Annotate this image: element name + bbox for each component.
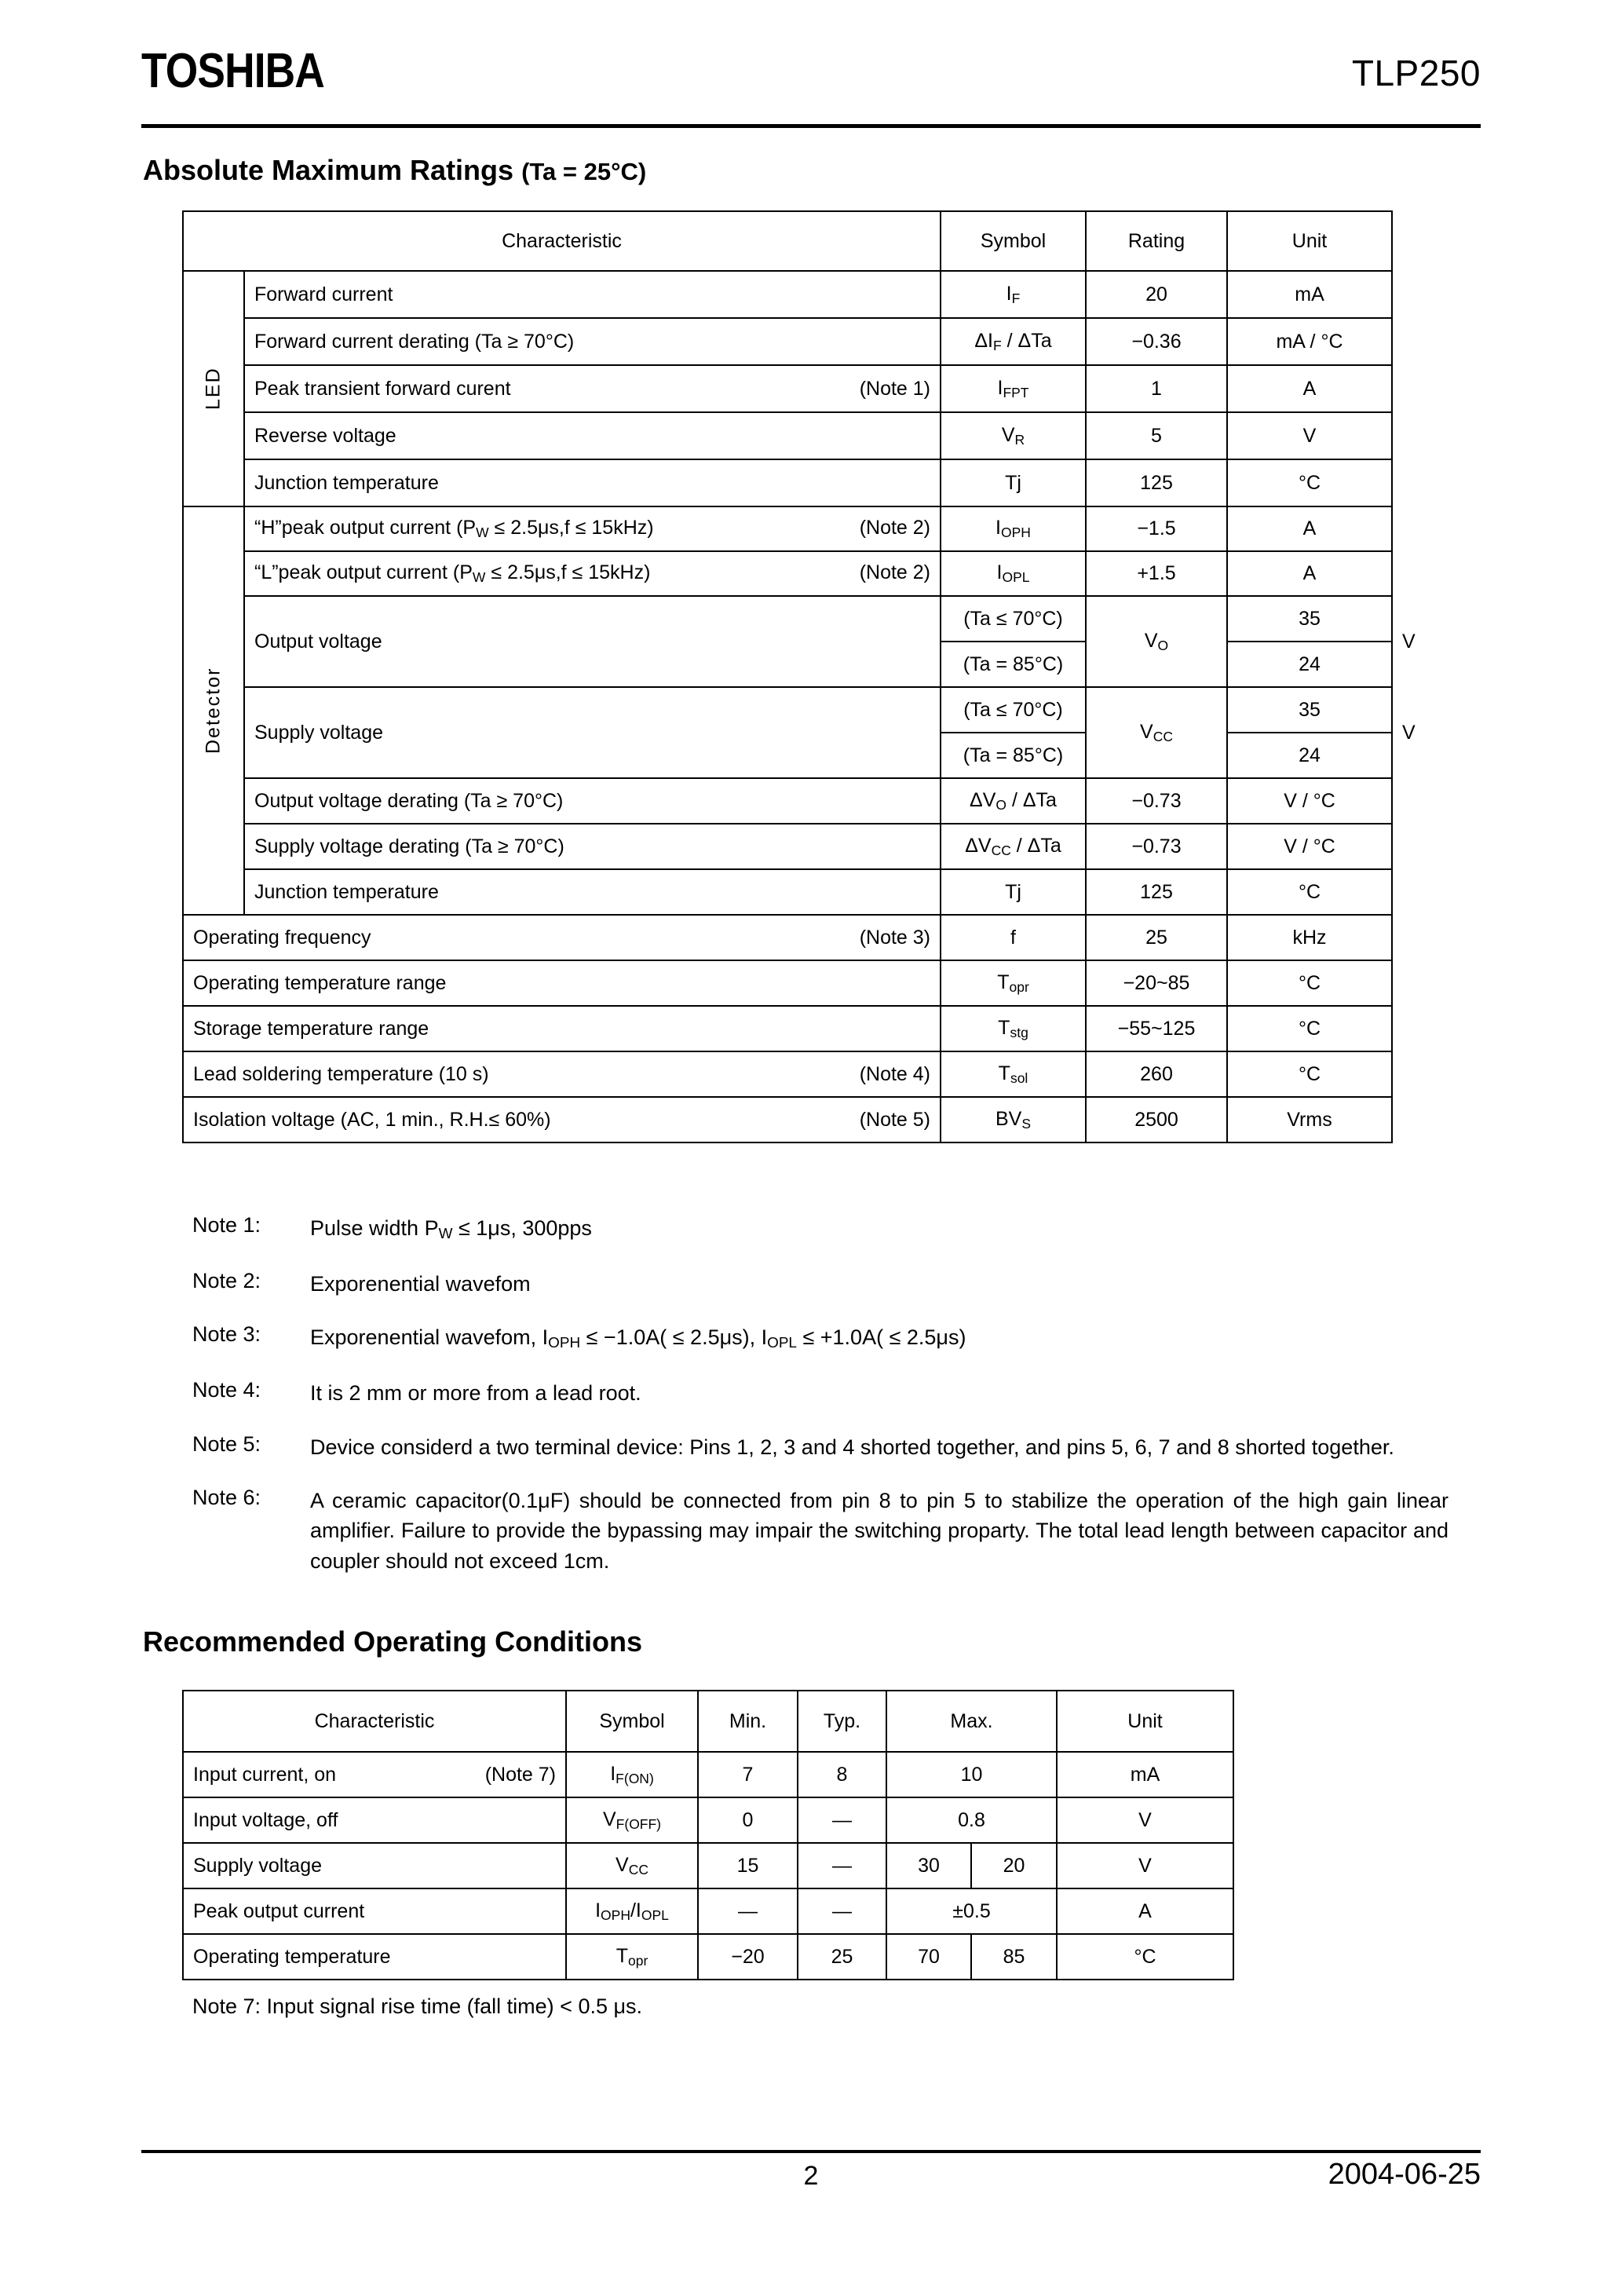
absolute-maximum-ratings-title [143, 154, 646, 187]
table-row [183, 1752, 1233, 1797]
cell-rating: 20 [1086, 271, 1227, 318]
column-header-characteristic: Characteristic [183, 1691, 566, 1752]
cell-max-alt: 20 [971, 1843, 1057, 1888]
recommended-operating-conditions-title: Recommended Operating Conditions [143, 1625, 643, 1658]
cell-symbol: $I_F$ [941, 271, 1086, 318]
cell-rating: 25 [1086, 915, 1227, 960]
cell-unit: mA [1227, 271, 1392, 318]
cell-characteristic: Isolation voltage (AC, 1 min., R.H.≤ 60%) (Note 5) [183, 1097, 941, 1143]
note-label: Note 5: [192, 1431, 261, 1456]
note-text: Exporenential wavefom [310, 1272, 531, 1296]
cell-symbol: Tj [941, 869, 1086, 915]
cell-max: 0.8 [886, 1797, 1057, 1843]
cell-symbol: $V_O$ [1086, 596, 1227, 687]
cell-max: 30 [886, 1843, 971, 1888]
note-item [192, 1486, 1448, 1576]
table-row [183, 824, 1392, 869]
note-text: A ceramic capacitor(0.1μF) should be connected from pin 8 to pin 5 to stabilize the operation of the high gain linear amplifier. Failure to provide the bypassing may impair the switching proparty. The total lead length between capacitor and coupler should not exceed 1cm. [310, 1488, 1448, 1573]
cell-characteristic: Peak transient forward curent (Note 1) [244, 365, 941, 412]
cell-rating: 2500 [1086, 1097, 1227, 1143]
cell-unit: V / °C [1227, 778, 1392, 824]
cell-rating: −55~125 [1086, 1006, 1227, 1051]
column-header-characteristic: Characteristic [183, 211, 941, 271]
cell-min: 0 [698, 1797, 798, 1843]
cell-rating: 35 [1227, 687, 1392, 733]
cell-characteristic: Supply voltage derating (Ta ≥ 70°C) [244, 824, 941, 869]
table-row [183, 1797, 1233, 1843]
toshiba-logo: TOSHIBA [141, 44, 324, 98]
cell-unit: Vrms [1227, 1097, 1392, 1143]
table-row [183, 1934, 1233, 1980]
cell-characteristic: Operating temperature [183, 1934, 566, 1980]
column-header-unit: Unit [1227, 211, 1392, 271]
group-label-led: LED [183, 271, 244, 506]
cell-symbol: $\Delta I_F$ / ΔTa [941, 318, 1086, 365]
cell-characteristic: Lead soldering temperature (10 s) (Note 4) [183, 1051, 941, 1097]
cell-unit: A [1057, 1888, 1233, 1934]
cell-unit: V [1227, 412, 1392, 459]
column-header-unit: Unit [1057, 1691, 1233, 1752]
cell-rating: −1.5 [1086, 506, 1227, 551]
cell-unit: °C [1227, 1006, 1392, 1051]
table-row [183, 960, 1392, 1006]
cell-unit: °C [1227, 960, 1392, 1006]
cell-rating: −0.36 [1086, 318, 1227, 365]
revision-date: 2004-06-25 [1328, 2158, 1481, 2191]
cell-characteristic: Forward current [244, 271, 941, 318]
cell-rating: 24 [1227, 733, 1392, 778]
cell-rating: +1.5 [1086, 551, 1227, 596]
cell-typ: — [798, 1797, 886, 1843]
cell-characteristic: Input current, on (Note 7) [183, 1752, 566, 1797]
notes-list [192, 1213, 1448, 1600]
cell-characteristic: Storage temperature range [183, 1006, 941, 1051]
cell-characteristic: Output voltage [244, 596, 941, 687]
table-row [183, 869, 1392, 915]
cell-symbol: $T_{stg}$ [941, 1006, 1086, 1051]
table-row [183, 1888, 1233, 1934]
cell-rating: −0.73 [1086, 824, 1227, 869]
cell-characteristic: “H”peak output current $(P_W \le 2.5\mu s,f \le 15kHz)$ (Note 2) [244, 506, 941, 551]
cell-characteristic: Peak output current [183, 1888, 566, 1934]
cell-symbol: $V_R$ [941, 412, 1086, 459]
cell-rating: 5 [1086, 412, 1227, 459]
cell-symbol: $T_{opr}$ [566, 1934, 698, 1980]
column-header-symbol: Symbol [941, 211, 1086, 271]
note-text: Device considerd a two terminal device: Pins 1, 2, 3 and 4 shorted together, and pins 5, 6, 7 and 8 shorted together. [310, 1435, 1394, 1459]
note-text: It is 2 mm or more from a lead root. [310, 1381, 641, 1406]
cell-unit: °C [1227, 1051, 1392, 1097]
cell-unit: V [1057, 1843, 1233, 1888]
amr-title-text: Absolute Maximum Ratings [143, 154, 522, 186]
cell-unit: V / °C [1227, 824, 1392, 869]
cell-max: ±0.5 [886, 1888, 1057, 1934]
cell-characteristic: Junction temperature [244, 869, 941, 915]
amr-title-condition: (Ta = 25°C) [521, 158, 647, 185]
footer-divider [141, 2150, 1481, 2153]
table-row [183, 412, 1392, 459]
cell-min: — [698, 1888, 798, 1934]
cell-typ: 25 [798, 1934, 886, 1980]
cell-condition: (Ta = 85°C) [941, 733, 1086, 778]
cell-unit: mA / °C [1227, 318, 1392, 365]
cell-symbol: f [941, 915, 1086, 960]
cell-symbol: $T_{opr}$ [941, 960, 1086, 1006]
page-header [141, 44, 1481, 98]
cell-condition: (Ta = 85°C) [941, 642, 1086, 687]
cell-unit: °C [1057, 1934, 1233, 1980]
note-7: Note 7: Input signal rise time (fall time) < 0.5 μs. [192, 1994, 643, 2018]
cell-symbol: $V_{F(OFF)}$ [566, 1797, 698, 1843]
cell-characteristic: Supply voltage [183, 1843, 566, 1888]
note-text: Exporenential wavefom, $I_{OPH} \le -1.0A( \le 2.5\mu s)$, $I_{OPL} \le +1.0A( \le 2.5\mu s)$ [310, 1325, 966, 1352]
column-header-typ: Typ. [798, 1691, 886, 1752]
cell-typ: — [798, 1888, 886, 1934]
cell-condition: (Ta ≤ 70°C) [941, 687, 1086, 733]
table-row [183, 778, 1392, 824]
cell-characteristic: Supply voltage [244, 687, 941, 778]
cell-symbol: $T_{sol}$ [941, 1051, 1086, 1097]
cell-unit: V [1057, 1797, 1233, 1843]
cell-symbol: $I_{OPH}/I_{OPL}$ [566, 1888, 698, 1934]
cell-symbol: $I_{OPL}$ [941, 551, 1086, 596]
table-row [183, 506, 1392, 551]
note-text: Pulse width $P_W \le 1\mu s$, 300pps [310, 1216, 592, 1243]
table-row [183, 1006, 1392, 1051]
cell-typ: — [798, 1843, 886, 1888]
cell-min: −20 [698, 1934, 798, 1980]
table-header-row [183, 211, 1392, 271]
cell-symbol: $V_{CC}$ [1086, 687, 1227, 778]
table-row [183, 271, 1392, 318]
table-header-row [183, 1691, 1233, 1752]
column-header-symbol: Symbol [566, 1691, 698, 1752]
table-row [183, 915, 1392, 960]
table-row [183, 365, 1392, 412]
cell-rating: 35 [1227, 596, 1392, 642]
note-label: Note 6: [192, 1485, 261, 1509]
note-label: Note 2: [192, 1269, 261, 1292]
absolute-maximum-ratings-table [182, 210, 1416, 1143]
column-header-max: Max. [886, 1691, 1057, 1752]
cell-typ: 8 [798, 1752, 886, 1797]
cell-characteristic: Forward current derating (Ta ≥ 70°C) [244, 318, 941, 365]
note-label: Note 1: [192, 1213, 261, 1237]
part-number: TLP250 [1351, 53, 1481, 93]
cell-unit: mA [1057, 1752, 1233, 1797]
cell-unit: A [1227, 551, 1392, 596]
cell-min: 7 [698, 1752, 798, 1797]
table-row [183, 1843, 1233, 1888]
recommended-operating-conditions-table [182, 1690, 1234, 1980]
cell-max: 10 [886, 1752, 1057, 1797]
column-header-min: Min. [698, 1691, 798, 1752]
cell-rating: 260 [1086, 1051, 1227, 1097]
cell-unit: A [1227, 506, 1392, 551]
cell-rating: −0.73 [1086, 778, 1227, 824]
cell-symbol: Tj [941, 459, 1086, 506]
cell-max: 70 [886, 1934, 971, 1980]
cell-rating: 1 [1086, 365, 1227, 412]
cell-symbol: $BV_S$ [941, 1097, 1086, 1143]
cell-unit: A [1227, 365, 1392, 412]
page-number: 2 [803, 2161, 819, 2191]
note-label: Note 3: [192, 1322, 261, 1347]
cell-symbol: $I_{F(ON)}$ [566, 1752, 698, 1797]
cell-characteristic: “L”peak output current $(P_W \le 2.5\mu s,f \le 15kHz)$ (Note 2) [244, 551, 941, 596]
cell-unit: °C [1227, 459, 1392, 506]
note-item [192, 1378, 1448, 1408]
note-label: Note 4: [192, 1378, 261, 1402]
table-row: Supply voltage (Ta ≤ 70°C) $V_{CC}$ 35 V [183, 687, 1392, 733]
table-row: Output voltage (Ta ≤ 70°C) $V_O$ 35 V [183, 596, 1392, 642]
table-row [183, 551, 1392, 596]
cell-symbol: $\Delta V_{CC}$ / ΔTa [941, 824, 1086, 869]
cell-symbol: $I_{OPH}$ [941, 506, 1086, 551]
table-row [183, 1097, 1392, 1143]
note-item [192, 1432, 1448, 1462]
cell-characteristic: Operating temperature range [183, 960, 941, 1006]
cell-symbol: $I_{FPT}$ [941, 365, 1086, 412]
cell-characteristic: Junction temperature [244, 459, 941, 506]
column-header-rating: Rating [1086, 211, 1227, 271]
group-label-detector: Detector [183, 506, 244, 915]
cell-unit: kHz [1227, 915, 1392, 960]
cell-max-alt: 85 [971, 1934, 1057, 1980]
table-row [183, 459, 1392, 506]
note-item [192, 1322, 1448, 1355]
note-item [192, 1213, 1448, 1245]
cell-characteristic: Output voltage derating (Ta ≥ 70°C) [244, 778, 941, 824]
note-item [192, 1269, 1448, 1299]
cell-characteristic: Operating frequency (Note 3) [183, 915, 941, 960]
cell-characteristic: Input voltage, off [183, 1797, 566, 1843]
header-divider [141, 124, 1481, 128]
cell-characteristic: Reverse voltage [244, 412, 941, 459]
table-row [183, 318, 1392, 365]
cell-condition: (Ta ≤ 70°C) [941, 596, 1086, 642]
cell-symbol: $V_{CC}$ [566, 1843, 698, 1888]
table-row [183, 1051, 1392, 1097]
cell-rating: −20~85 [1086, 960, 1227, 1006]
cell-min: 15 [698, 1843, 798, 1888]
cell-unit: °C [1227, 869, 1392, 915]
cell-rating: 24 [1227, 642, 1392, 687]
cell-rating: 125 [1086, 459, 1227, 506]
cell-symbol: $\Delta V_O$ / ΔTa [941, 778, 1086, 824]
cell-rating: 125 [1086, 869, 1227, 915]
